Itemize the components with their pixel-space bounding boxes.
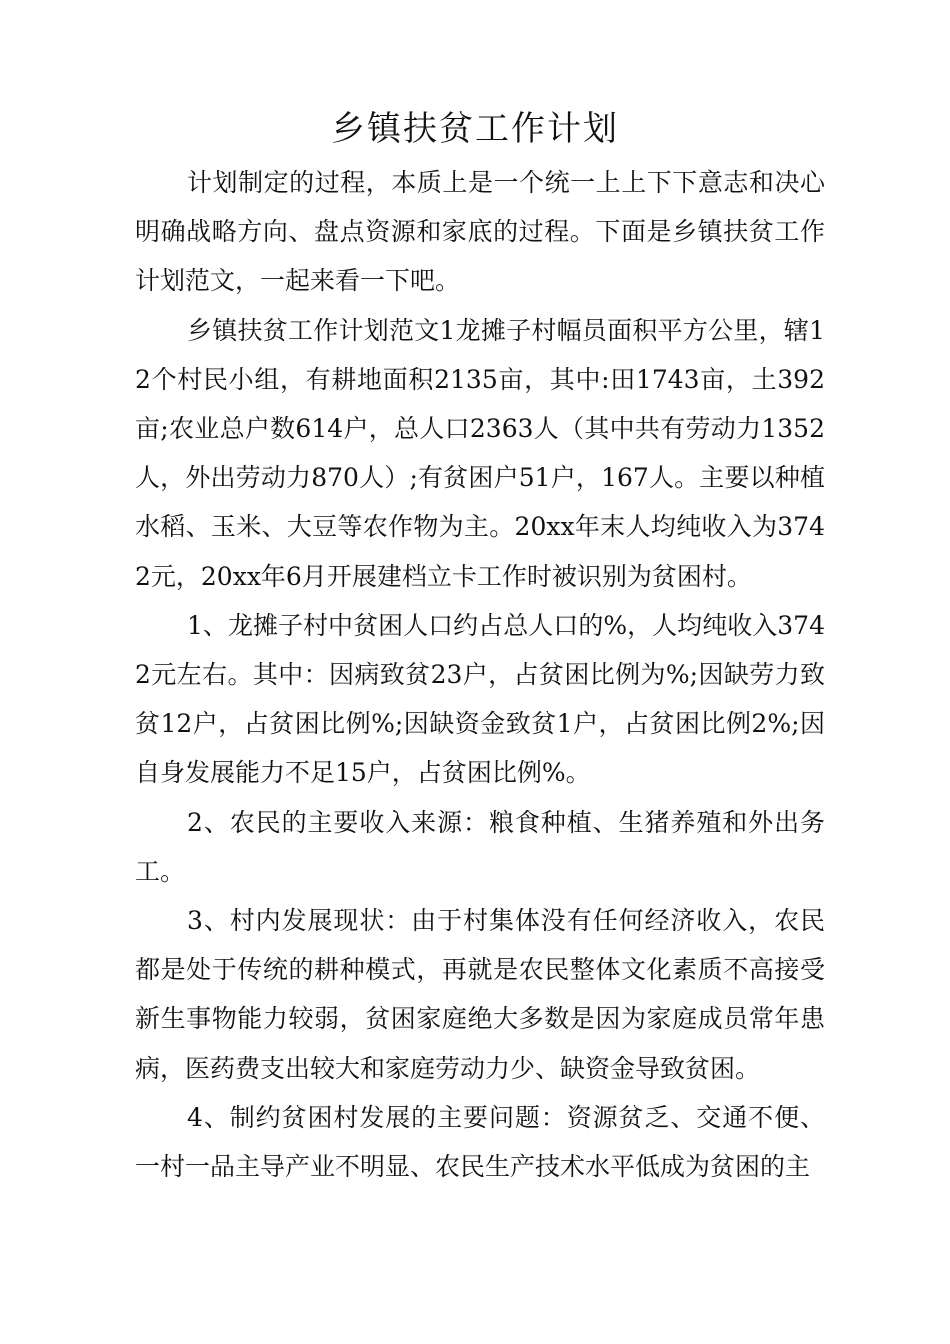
paragraph-income-sources: 2、农民的主要收入来源：粮食种植、生猪养殖和外出务工。: [135, 807, 825, 886]
document-title: 乡镇扶贫工作计划: [331, 109, 619, 149]
paragraph-main-problems: 4、制约贫困村发展的主要问题：资源贫乏、交通不便、一村一品主导产业不明显、农民生产技术水平低成为贫困的主: [135, 1102, 825, 1182]
paragraph-poverty-ratio: 1、龙摊子村中贫困人口约占总人口的%，人均纯收入3742元左右。其中：因病致贫23户，占贫困比例为%;因缺劳力致贫12户，占贫困比例%;因缺资金致贫1户，占贫困比例2%;因自身发展能力不足15户，占贫困比例%。: [135, 610, 825, 788]
document-body: [135, 158, 825, 1191]
paragraph-intro: 计划制定的过程，本质上是一个统一上上下下意志和决心明确战略方向、盘点资源和家底的过程。下面是乡镇扶贫工作计划范文，一起来看一下吧。: [135, 168, 825, 296]
paragraph-development-status: 3、村内发展现状：由于村集体没有任何经济收入，农民都是处于传统的耕种模式，再就是农民整体文化素质不高接受新生事物能力较弱，贫困家庭绝大多数是因为家庭成员常年患病，医药费支出较大和家庭劳动力少、缺资金导致贫困。: [135, 906, 825, 1083]
paragraph-village-overview: 乡镇扶贫工作计划范文1龙摊子村幅员面积平方公里，辖12个村民小组，有耕地面积2135亩，其中:田1743亩，土392亩;农业总户数614户，总人口2363人（其中共有劳动力1352人，外出劳动力870人）;有贫困户51户，167人。主要以种植水稻、玉米、大豆等农作物为主。20xx年末人均纯收入为3742元，20xx年6月开展建档立卡工作时被识别为贫困村。: [135, 315, 825, 591]
